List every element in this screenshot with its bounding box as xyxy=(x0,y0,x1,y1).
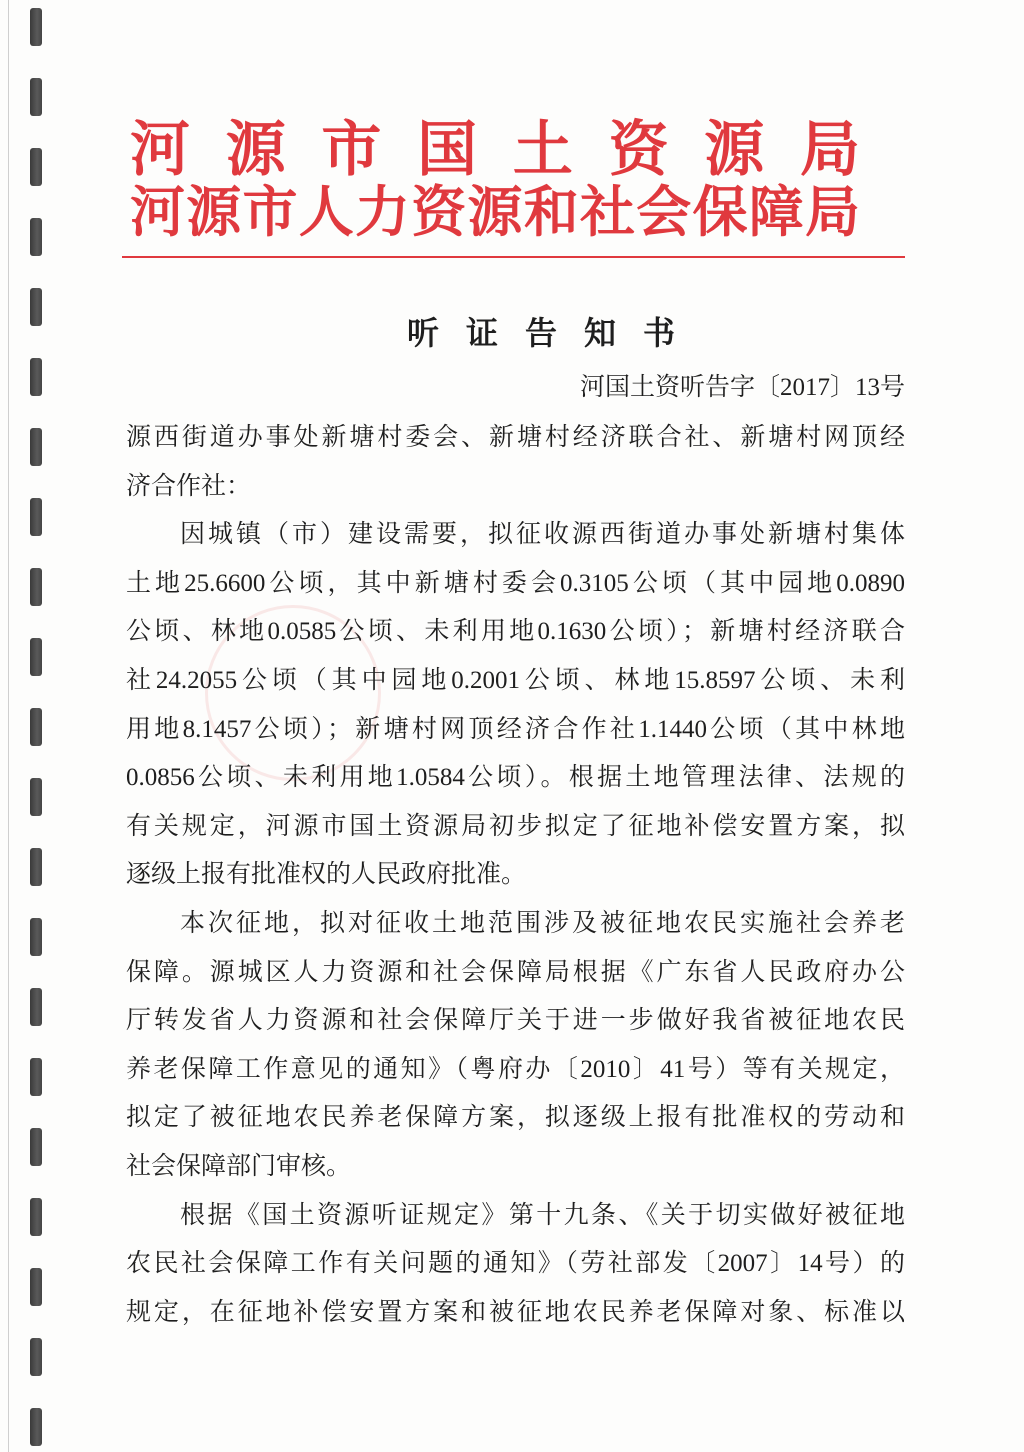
addressee xyxy=(126,414,905,511)
binding-hole xyxy=(30,1338,42,1376)
agency-name-land-resources: 河源市国土资源局 xyxy=(130,115,860,185)
paragraph-line: 根据《国土资源听证规定》第十九条、《关于切实做好被征地 xyxy=(180,1201,905,1229)
paragraph-line: 公顷、林地0.0585公顷、未利用地0.1630公顷）；新塘村经济联合 xyxy=(126,618,905,646)
binding-hole xyxy=(30,708,42,746)
paragraph-line: 土地25.6600公顷，其中新塘村委会0.3105公顷（其中园地0.0890 xyxy=(126,569,905,597)
paragraph-pension-security xyxy=(126,900,905,1192)
addressee-line: 源西街道办事处新塘村委会、新塘村经济联合社、新塘村网顶经 xyxy=(126,424,905,451)
binding-hole xyxy=(30,1268,42,1306)
binding-hole xyxy=(30,8,42,46)
paragraph-line: 逐级上报有批准权的人民政府批准。 xyxy=(126,861,527,889)
paragraph-line: 0.0856公顷、未利用地1.0584公顷）。根据土地管理法律、法规的 xyxy=(126,764,905,792)
paragraph-land-acquisition xyxy=(126,511,905,900)
paragraph-line: 因城镇（市）建设需要，拟征收源西街道办事处新塘村集体 xyxy=(180,521,905,549)
binding-hole xyxy=(30,568,42,606)
binding-hole xyxy=(30,778,42,816)
document-number: 河国土资听告字〔2017〕13号 xyxy=(579,374,905,401)
paragraph-line: 社24.2055公顷（其中园地0.2001公顷、林地15.8597公顷、未利 xyxy=(126,666,905,694)
binding-hole xyxy=(30,1058,42,1096)
paragraph-line: 农民社会保障工作有关问题的通知》（劳社部发〔2007〕14号）的 xyxy=(126,1250,905,1278)
document-body xyxy=(126,414,905,1337)
spiral-binding xyxy=(0,0,60,1452)
agency-name-hr-social-security: 河源市人力资源和社会保障局 xyxy=(130,179,860,244)
paragraph-line: 养老保障工作意见的通知》（粤府办〔2010〕41号）等有关规定， xyxy=(126,1055,905,1083)
binding-hole xyxy=(30,148,42,186)
binding-hole xyxy=(30,218,42,256)
binding-hole xyxy=(30,988,42,1026)
binding-hole xyxy=(30,358,42,396)
binding-hole xyxy=(30,498,42,536)
paragraph-line: 保障。源城区人力资源和社会保障局根据《广东省人民政府办公 xyxy=(126,958,905,986)
paragraph-line: 用地8.1457公顷）；新塘村网顶经济合作社1.1440公顷（其中林地 xyxy=(126,715,905,743)
paragraph-line: 本次征地，拟对征收土地范围涉及被征地农民实施社会养老 xyxy=(180,909,905,937)
paragraph-line: 社会保障部门审核。 xyxy=(126,1152,352,1180)
binding-hole xyxy=(30,848,42,886)
binding-hole xyxy=(30,428,42,466)
binding-hole xyxy=(30,1198,42,1236)
paragraph-line: 规定，在征地补偿安置方案和被征地农民养老保障对象、标准以 xyxy=(126,1298,905,1326)
paragraph-hearing-basis xyxy=(126,1192,905,1338)
header-red-rule xyxy=(122,256,905,258)
binding-hole xyxy=(30,638,42,676)
document-title: 听证告知书 xyxy=(407,315,675,351)
binding-hole xyxy=(30,1408,42,1446)
paragraph-line: 有关规定，河源市国土资源局初步拟定了征地补偿安置方案，拟 xyxy=(126,812,905,840)
binding-hole xyxy=(30,288,42,326)
binding-hole xyxy=(30,1128,42,1166)
binding-hole xyxy=(30,78,42,116)
addressee-line: 济合作社： xyxy=(126,472,252,500)
paragraph-line: 拟定了被征地农民养老保障方案，拟逐级上报有批准权的劳动和 xyxy=(126,1104,905,1132)
binding-hole xyxy=(30,918,42,956)
paragraph-line: 厅转发省人力资源和社会保障厅关于进一步做好我省被征地农民 xyxy=(126,1007,905,1035)
